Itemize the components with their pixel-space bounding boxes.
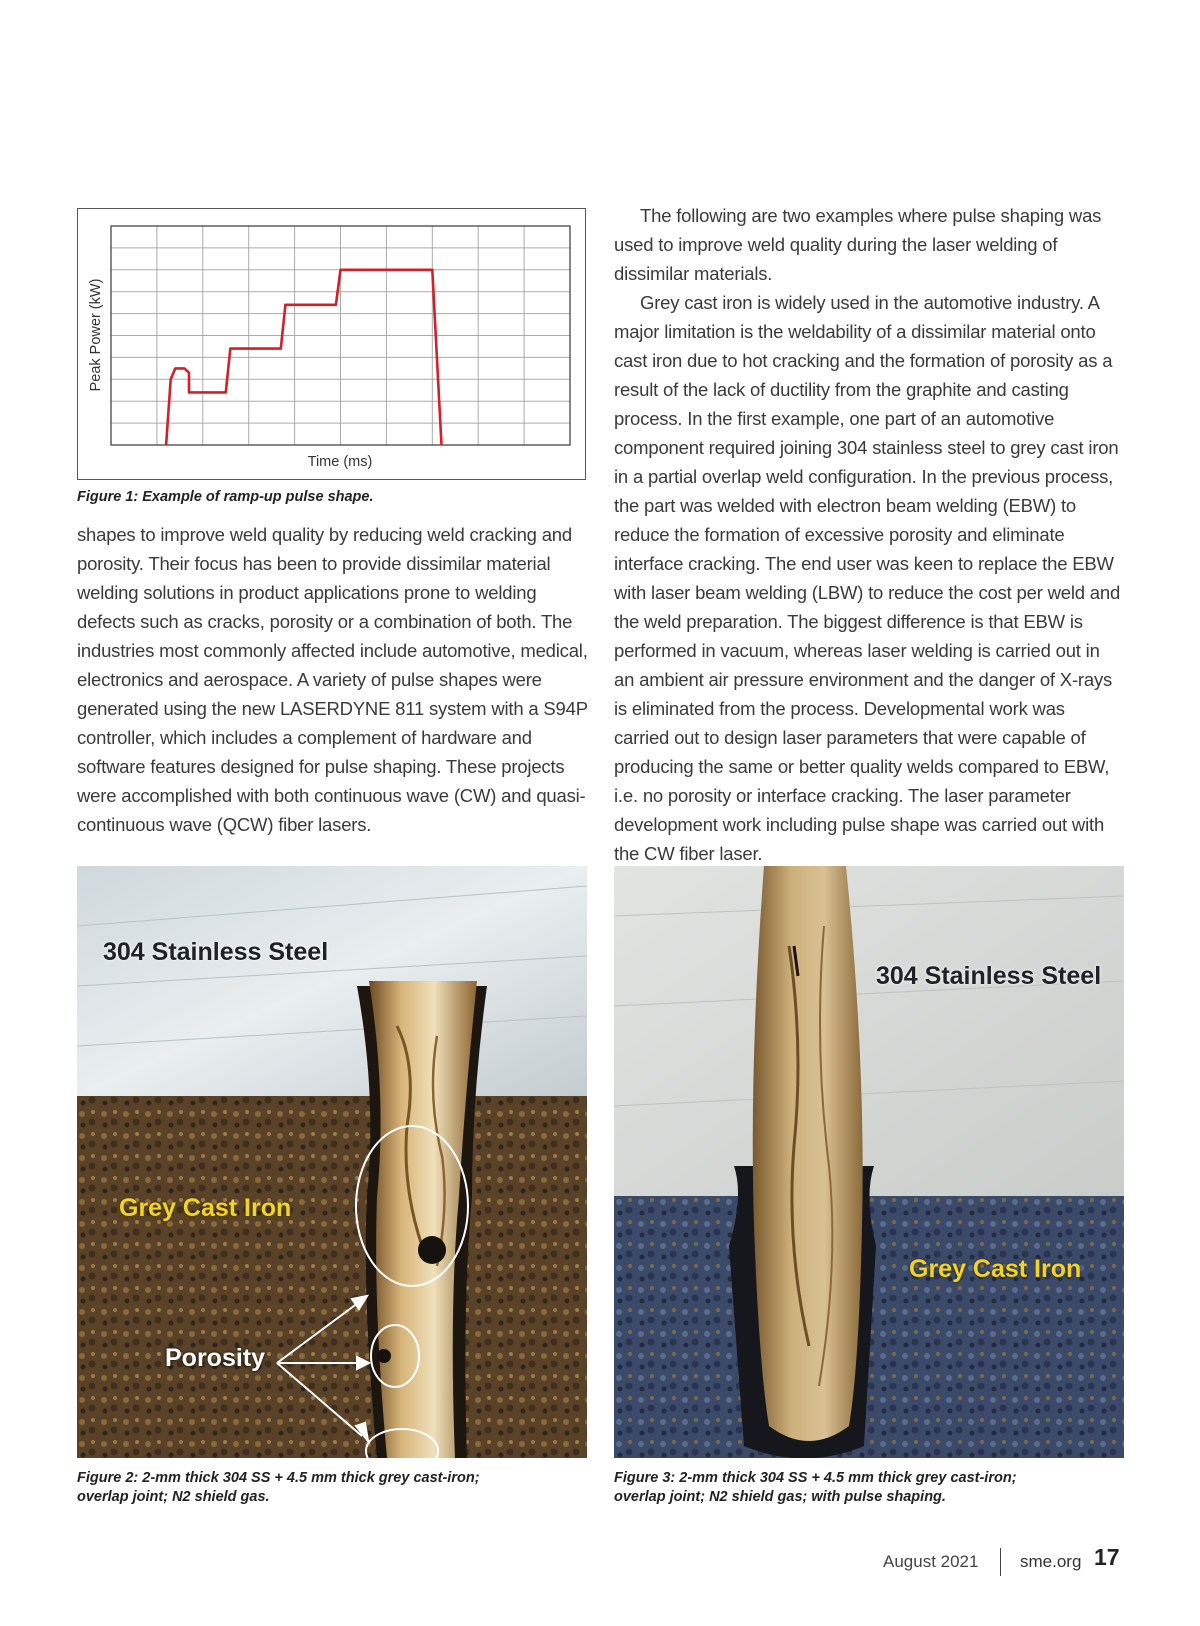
footer-date: August 2021 bbox=[883, 1552, 979, 1571]
figure3-micrograph bbox=[614, 866, 1124, 1458]
pulse-shape-chart bbox=[78, 209, 587, 481]
footer-divider bbox=[1000, 1548, 1001, 1576]
left-column-text bbox=[77, 520, 589, 839]
figure3-caption bbox=[614, 1469, 1134, 1507]
right-column-text bbox=[614, 201, 1124, 868]
figure3-image bbox=[614, 866, 1124, 1458]
figure3-steel-label: 304 Stainless Steel bbox=[876, 962, 1102, 990]
right-paragraph-2: Grey cast iron is widely used in the automotive industry. A major limitation is the weldability of a dissimilar material onto cast iron due to hot cracking and the formation of porosity as a result of the lack of ductility from the graphite and casting process. In the first example, one part of an automotive component required joining 304 stainless steel to grey cast iron in a partial overlap weld configuration. In the previous process, the part was welded with electron beam welding (EBW) to reduce the formation of excessive porosity and eliminate interface cracking. The end user was keen to replace the EBW with laser beam welding (LBW) to reduce the cost per weld and the weld preparation. The biggest difference is that EBW is performed in vacuum, whereas laser welding is carried out in an ambient air pressure environment and the danger of X-rays is eliminated from the process. Developmental work was carried out to design laser parameters that were capable of producing the same or better quality welds compared to EBW, i.e. no porosity or interface cracking. The laser parameter development work including pulse shape was carried out with the CW fiber laser. bbox=[614, 292, 1121, 864]
right-paragraph-1: The following are two examples where pulse shaping was used to improve weld quality during the laser welding of dissimilar materials. bbox=[614, 205, 1102, 284]
figure2-porosity-label: Porosity bbox=[165, 1344, 266, 1372]
x-axis-label: Time (ms) bbox=[307, 454, 373, 470]
footer-site: sme.org bbox=[1020, 1552, 1082, 1571]
figure3-iron-label: Grey Cast Iron bbox=[909, 1255, 1082, 1283]
left-paragraph: shapes to improve weld quality by reducing weld cracking and porosity. Their focus has been to provide dissimilar material welding solutions in product applications prone to welding defects such as cracks, porosity or a combination of both. The industries most commonly affected include automotive, medical, electronics and aerospace. A variety of pulse shapes were generated using the new LASERDYNE 811 system with a S94P controller, which includes a complement of hardware and software features designed for pulse shaping. These projects were accomplished with both continuous wave (CW) and quasi-continuous wave (QCW) fiber lasers. bbox=[77, 524, 588, 835]
figure2-iron-label: Grey Cast Iron bbox=[119, 1194, 292, 1222]
y-axis-label: Peak Power (kW) bbox=[88, 278, 104, 392]
figure2-caption bbox=[77, 1469, 597, 1507]
figure1-chart bbox=[77, 208, 586, 480]
figure3-caption-line2: overlap joint; N2 shield gas; with pulse shaping. bbox=[614, 1489, 946, 1505]
figure2-micrograph bbox=[77, 866, 587, 1458]
figure2-caption-line2: overlap joint; N2 shield gas. bbox=[77, 1489, 270, 1505]
figure1-caption: Figure 1: Example of ramp-up pulse shape. bbox=[77, 489, 374, 505]
figure3-caption-line1: Figure 3: 2-mm thick 304 SS + 4.5 mm thick grey cast-iron; bbox=[614, 1470, 1017, 1486]
figure2-steel-label: 304 Stainless Steel bbox=[103, 938, 329, 966]
footer-page-number: 17 bbox=[1094, 1544, 1120, 1570]
figure2-caption-line1: Figure 2: 2-mm thick 304 SS + 4.5 mm thick grey cast-iron; bbox=[77, 1470, 480, 1486]
